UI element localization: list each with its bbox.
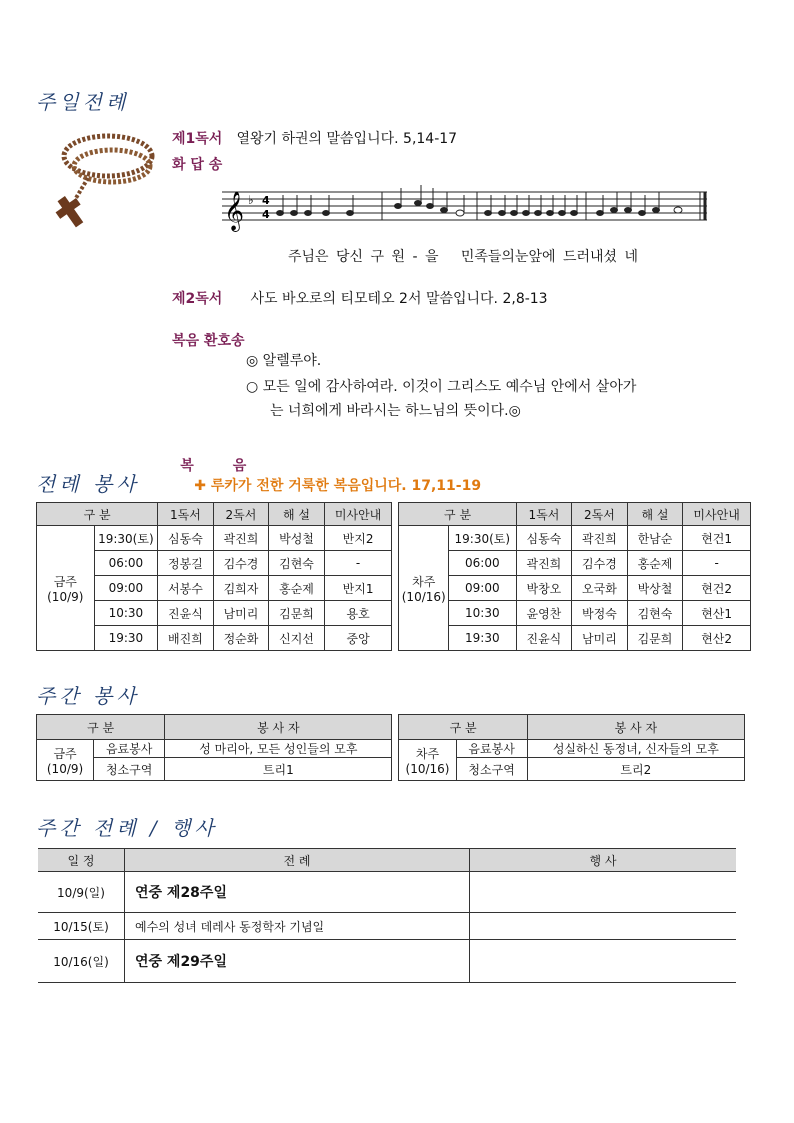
col-header: 해 설: [627, 503, 683, 526]
col-header: 구 분: [399, 503, 516, 526]
col-header: 전 례: [125, 849, 470, 872]
table-cell: 윤영찬: [516, 601, 572, 626]
table-cell: 서봉수: [158, 576, 214, 601]
table-cell: 10/15(토): [38, 913, 125, 940]
table-cell: 청소구역: [456, 758, 527, 781]
table-cell: 박성철: [269, 526, 325, 551]
table-cell: 19:30(토): [94, 526, 158, 551]
svg-text:𝄞: 𝄞: [224, 191, 245, 231]
table-cell: 남미리: [572, 626, 628, 651]
table-cell: 트리2: [527, 758, 744, 781]
table-cell: 음료봉사: [94, 740, 165, 758]
table-cell: 홍순제: [627, 551, 683, 576]
table-cell: 진윤식: [158, 601, 214, 626]
table-cell: 김문희: [627, 626, 683, 651]
col-header: 1독서: [158, 503, 214, 526]
alleluia-line2: ○ 모든 일에 감사하여라. 이것이 그리스도 예수님 안에서 살아가: [246, 379, 637, 395]
table-cell: 10/16(일): [38, 940, 125, 983]
table-cell: 예수의 성녀 데레사 동정학자 기념일: [125, 913, 470, 940]
table-cell: 09:00: [448, 576, 516, 601]
table-cell: 06:00: [448, 551, 516, 576]
table-cell: -: [324, 551, 392, 576]
reading1: [172, 128, 457, 148]
svg-text:♭: ♭: [248, 193, 254, 207]
psalm-label: 화 답 송: [172, 157, 223, 173]
table-cell: -: [683, 551, 751, 576]
table-cell: 19:30(토): [448, 526, 516, 551]
col-header: 2독서: [572, 503, 628, 526]
table-cell: 10/9(일): [38, 872, 125, 913]
section-title-weekly-events: 주간 전례 / 행사: [36, 816, 218, 840]
gospel-text: ✚ 루카가 전한 거룩한 복음입니다. 17,11-19: [194, 478, 482, 494]
col-header: 미사안내: [683, 503, 751, 526]
table-cell: 진윤식: [516, 626, 572, 651]
table-cell: 현건1: [683, 526, 751, 551]
section-title-mass: 주일전례: [36, 90, 130, 114]
col-header: 구 분: [399, 715, 527, 740]
table-cell: 정순화: [213, 626, 269, 651]
table-cell: 한남순: [627, 526, 683, 551]
table-cell: 10:30: [94, 601, 158, 626]
table-cell: 19:30: [448, 626, 516, 651]
col-header: 1독서: [516, 503, 572, 526]
table-cell: 홍순제: [269, 576, 325, 601]
col-header: [392, 715, 399, 740]
table-cell: [470, 940, 737, 983]
table-row: [38, 940, 736, 983]
table-cell: 연중 제28주일: [125, 872, 470, 913]
table-row: [37, 758, 745, 781]
table-row: [37, 740, 745, 758]
table-cell: 신지선: [269, 626, 325, 651]
gospel: [172, 440, 481, 495]
col-header: 미사안내: [324, 503, 392, 526]
table-cell: 금주 (10/9): [37, 740, 94, 781]
table-cell: 반지1: [324, 576, 392, 601]
table-cell: 심동숙: [158, 526, 214, 551]
svg-text:4: 4: [262, 194, 270, 207]
table-cell: 연중 제29주일: [125, 940, 470, 983]
col-header: 해 설: [269, 503, 325, 526]
table-cell: [470, 872, 737, 913]
col-header: 봉 사 자: [527, 715, 744, 740]
reading2-label: 제2독서: [172, 291, 223, 307]
col-header: 봉 사 자: [165, 715, 392, 740]
table-cell: 박창오: [516, 576, 572, 601]
reading1-text: 열왕기 하권의 말씀입니다. 5,14-17: [236, 131, 458, 147]
table-cell: 박정숙: [572, 601, 628, 626]
weekly-service-table: [36, 714, 745, 781]
table-cell: 김희자: [213, 576, 269, 601]
reading1-label: 제1독서: [172, 131, 223, 147]
table-cell: 중앙: [324, 626, 392, 651]
table-cell: 09:00: [94, 576, 158, 601]
table-row: [37, 526, 751, 551]
table-cell: 김문희: [269, 601, 325, 626]
table-cell: 용호: [324, 601, 392, 626]
table-cell: 10:30: [448, 601, 516, 626]
table-cell: 성실하신 동정녀, 신자들의 모후: [527, 740, 744, 758]
alleluia-line1: ◎ 알렐루야.: [246, 353, 322, 369]
week-cell-next: 차주 (10/16): [399, 526, 448, 651]
col-header: 행 사: [470, 849, 737, 872]
reading2-text: 사도 바오로의 티모테오 2서 말씀입니다. 2,8-13: [250, 291, 548, 307]
table-cell: 곽진희: [213, 526, 269, 551]
table-cell: 김수경: [572, 551, 628, 576]
table-cell: 현건2: [683, 576, 751, 601]
table-cell: 현산1: [683, 601, 751, 626]
rosary-image: [48, 126, 166, 232]
table-cell: 현산2: [683, 626, 751, 651]
table-cell: 김현숙: [269, 551, 325, 576]
table-row: [38, 913, 736, 940]
alleluia-line3: 는 너희에게 바라시는 하느님의 뜻이다.◎: [270, 403, 521, 419]
table-cell: 김수경: [213, 551, 269, 576]
table-cell: 차주 (10/16): [399, 740, 456, 781]
weekly-events-table: [38, 848, 736, 983]
psalm-lyrics: 주님은 당신 구 원 - 을 민족들의눈앞에 드러내셨 네: [288, 249, 639, 265]
table-cell: 트리1: [165, 758, 392, 781]
table-cell: 남미리: [213, 601, 269, 626]
table-cell: 김현숙: [627, 601, 683, 626]
col-header: 구 분: [37, 715, 165, 740]
table-cell: 청소구역: [94, 758, 165, 781]
table-cell: 곽진희: [516, 551, 572, 576]
section-title-liturgy-service: 전례 봉사: [36, 472, 140, 496]
col-header: 구 분: [37, 503, 158, 526]
section-title-weekly-service: 주간 봉사: [36, 684, 140, 708]
alleluia-label: 복음 환호송: [172, 333, 245, 349]
table-cell: 06:00: [94, 551, 158, 576]
table-cell: [470, 913, 737, 940]
col-header: 일 정: [38, 849, 125, 872]
table-cell: 곽진희: [572, 526, 628, 551]
table-cell: [392, 740, 399, 781]
table-cell: 반지2: [324, 526, 392, 551]
table-cell: 19:30: [94, 626, 158, 651]
music-score: [222, 182, 712, 242]
table-cell: 심동숙: [516, 526, 572, 551]
table-cell: 오국화: [572, 576, 628, 601]
svg-text:4: 4: [262, 208, 270, 221]
table-cell: 음료봉사: [456, 740, 527, 758]
table-cell: 정봉길: [158, 551, 214, 576]
liturgy-service-table: [36, 502, 751, 651]
col-header: [392, 503, 399, 526]
table-cell: 성 마리아, 모든 성인들의 모후: [165, 740, 392, 758]
table-row: [38, 872, 736, 913]
table-cell: [392, 526, 399, 651]
week-cell-this: 금주 (10/9): [37, 526, 95, 651]
table-cell: 박상철: [627, 576, 683, 601]
gospel-label: 복 음: [180, 458, 247, 474]
table-cell: 배진희: [158, 626, 214, 651]
reading2: [172, 288, 548, 308]
col-header: 2독서: [213, 503, 269, 526]
